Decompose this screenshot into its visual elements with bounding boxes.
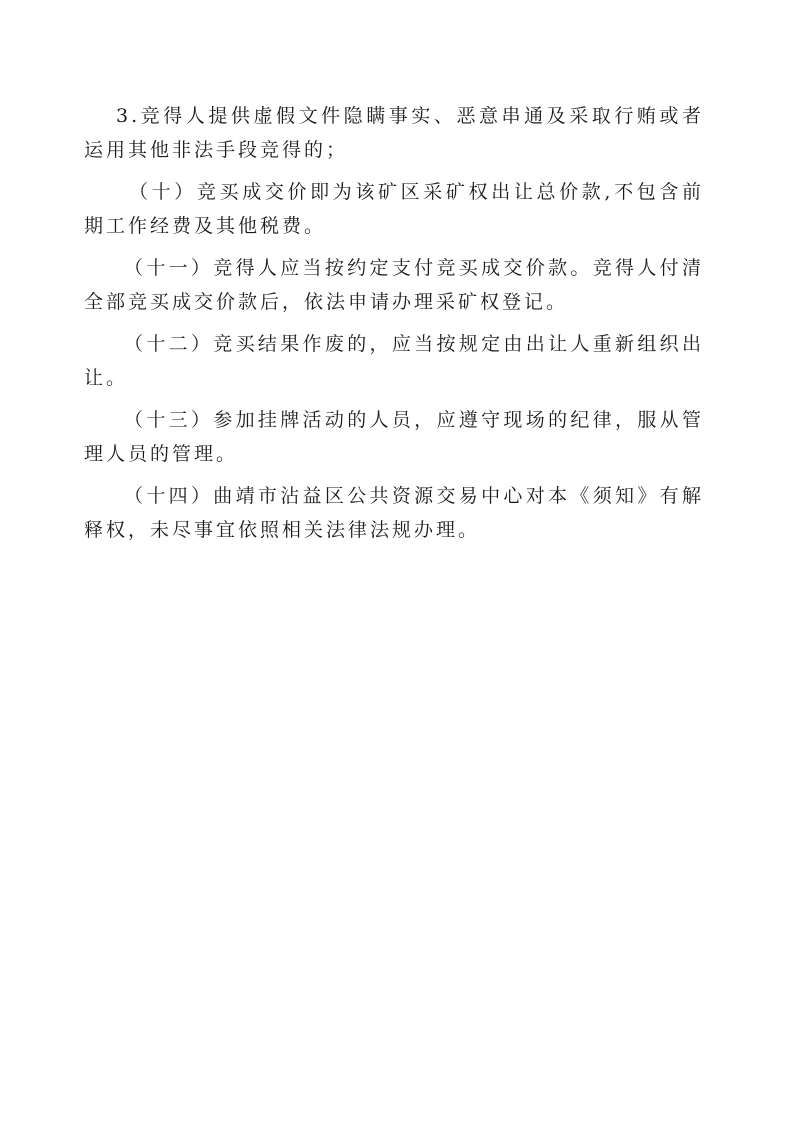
paragraph-item-11: （十一）竞得人应当按约定支付竞买成交价款。竞得人付清全部竞买成交价款后，依法申请办理采矿权登记。 (84, 257, 704, 313)
paragraph-item-14: （十四）曲靖市沾益区公共资源交易中心对本《须知》有解释权，未尽事宜依照相关法律法规办理。 (84, 485, 704, 541)
paragraph-item-13: （十三）参加挂牌活动的人员，应遵守现场的纪律，服从管理人员的管理。 (84, 409, 704, 465)
paragraph-item-3: 3.竞得人提供虚假文件隐瞒事实、恶意串通及采取行贿或者运用其他非法手段竞得的； (84, 105, 704, 161)
document-body (84, 99, 704, 555)
paragraph-item-12: （十二）竞买结果作废的，应当按规定由出让人重新组织出让。 (84, 333, 704, 389)
paragraph-item-10: （十）竞买成交价即为该矿区采矿权出让总价款,不包含前期工作经费及其他税费。 (84, 181, 704, 237)
